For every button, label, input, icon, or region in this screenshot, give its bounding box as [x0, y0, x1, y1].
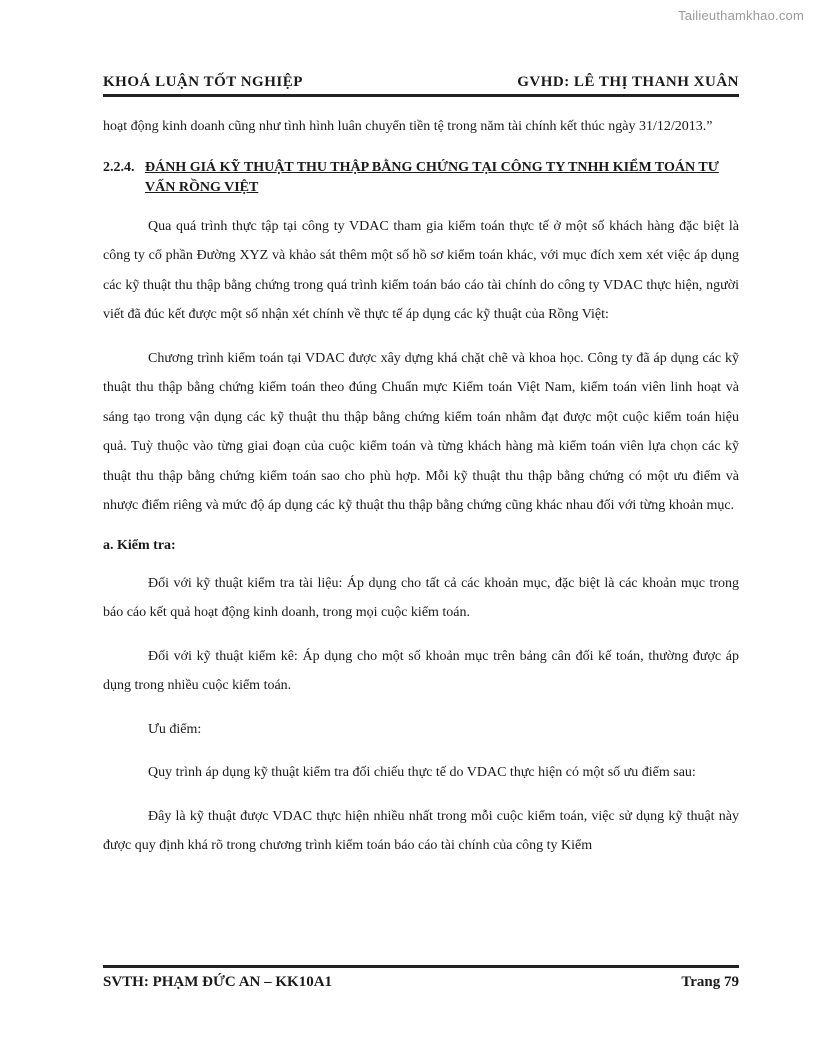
- footer-rule: [103, 965, 739, 968]
- header-thesis-title: KHOÁ LUẬN TỐT NGHIỆP: [103, 74, 303, 90]
- page-header: [103, 74, 739, 91]
- page-number: Trang 79: [681, 974, 739, 990]
- body-paragraph: Đối với kỹ thuật kiểm kê: Áp dụng cho một số khoản mục trên bảng cân đối kế toán, thường được áp dụng trong nhiều cuộc kiểm toán.: [103, 648, 739, 693]
- continuation-paragraph: hoạt động kinh doanh cũng như tình hình luân chuyển tiền tệ trong năm tài chính kết thúc ngày 31/12/2013.”: [103, 119, 713, 134]
- watermark-text: Tailieuthamkhao.com: [678, 8, 804, 23]
- body-paragraph: Ưu điểm:: [148, 721, 202, 737]
- body-paragraph: Đối với kỹ thuật kiểm tra tài liệu: Áp dụng cho tất cả các khoản mục, đặc biệt là các khoản mục trong báo cáo kết quả hoạt động kinh doanh, trong mọi cuộc kiểm toán.: [103, 575, 739, 620]
- page-body: [103, 112, 739, 875]
- body-paragraph: Qua quá trình thực tập tại công ty VDAC tham gia kiểm toán thực tế ở một số khách hàng đặc biệt là công ty cổ phần Đường XYZ và khảo sát thêm một số hồ sơ kiểm toán khác, với mục đích xem xét việc áp dụng các kỹ thuật thu thập bằng chứng trong quá trình kiểm toán báo cáo tài chính do công ty VDAC thực hiện, người viết đã đúc kết được một số nhận xét chính về thực tế áp dụng các kỹ thuật của Rồng Việt:: [103, 218, 739, 322]
- footer-student: SVTH: PHẠM ĐỨC AN – KK10A1: [103, 974, 333, 990]
- body-paragraph: Chương trình kiểm toán tại VDAC được xây dựng khá chặt chẽ và khoa học. Công ty đã áp dụng các kỹ thuật thu thập bằng chứng kiểm toán theo đúng Chuẩn mực Kiểm toán Việt Nam, kiểm toán viên linh hoạt và sáng tạo trong vận dụng các kỹ thuật thu thập bằng chứng kiểm toán nhằm đạt được một cuộc kiểm toán hiệu quả. Tuỳ thuộc vào từng giai đoạn của cuộc kiểm toán và từng khách hàng mà kiểm toán viên lựa chọn các kỹ thuật thu thập bằng chứng kiểm toán sao cho phù hợp. Mỗi kỹ thuật thu thập bằng chứng có một ưu điểm và nhược điểm riêng và mức độ áp dụng các kỹ thuật thu thập bằng chứng cũng khác nhau đối với từng khoản mục.: [103, 350, 739, 513]
- body-paragraph: Quy trình áp dụng kỹ thuật kiểm tra đối chiếu thực tế do VDAC thực hiện có một số ưu điểm sau:: [148, 765, 696, 780]
- subheading: a. Kiểm tra:: [103, 537, 176, 553]
- section-title: ĐÁNH GIÁ KỸ THUẬT THU THẬP BẰNG CHỨNG TẠI CÔNG TY TNHH KIỂM TOÁN TƯ VẤN RỒNG VIỆT: [145, 159, 719, 195]
- header-advisor: GVHD: LÊ THỊ THANH XUÂN: [517, 74, 739, 90]
- page-footer: [103, 974, 739, 991]
- section-number: 2.2.4.: [103, 159, 135, 175]
- body-paragraph: Đây là kỹ thuật được VDAC thực hiện nhiều nhất trong mỗi cuộc kiểm toán, việc sử dụng kỹ thuật này được quy định khá rõ trong chương trình kiểm toán báo cáo tài chính của công ty Kiểm: [103, 808, 739, 853]
- section-heading: [103, 158, 739, 198]
- header-rule: [103, 94, 739, 97]
